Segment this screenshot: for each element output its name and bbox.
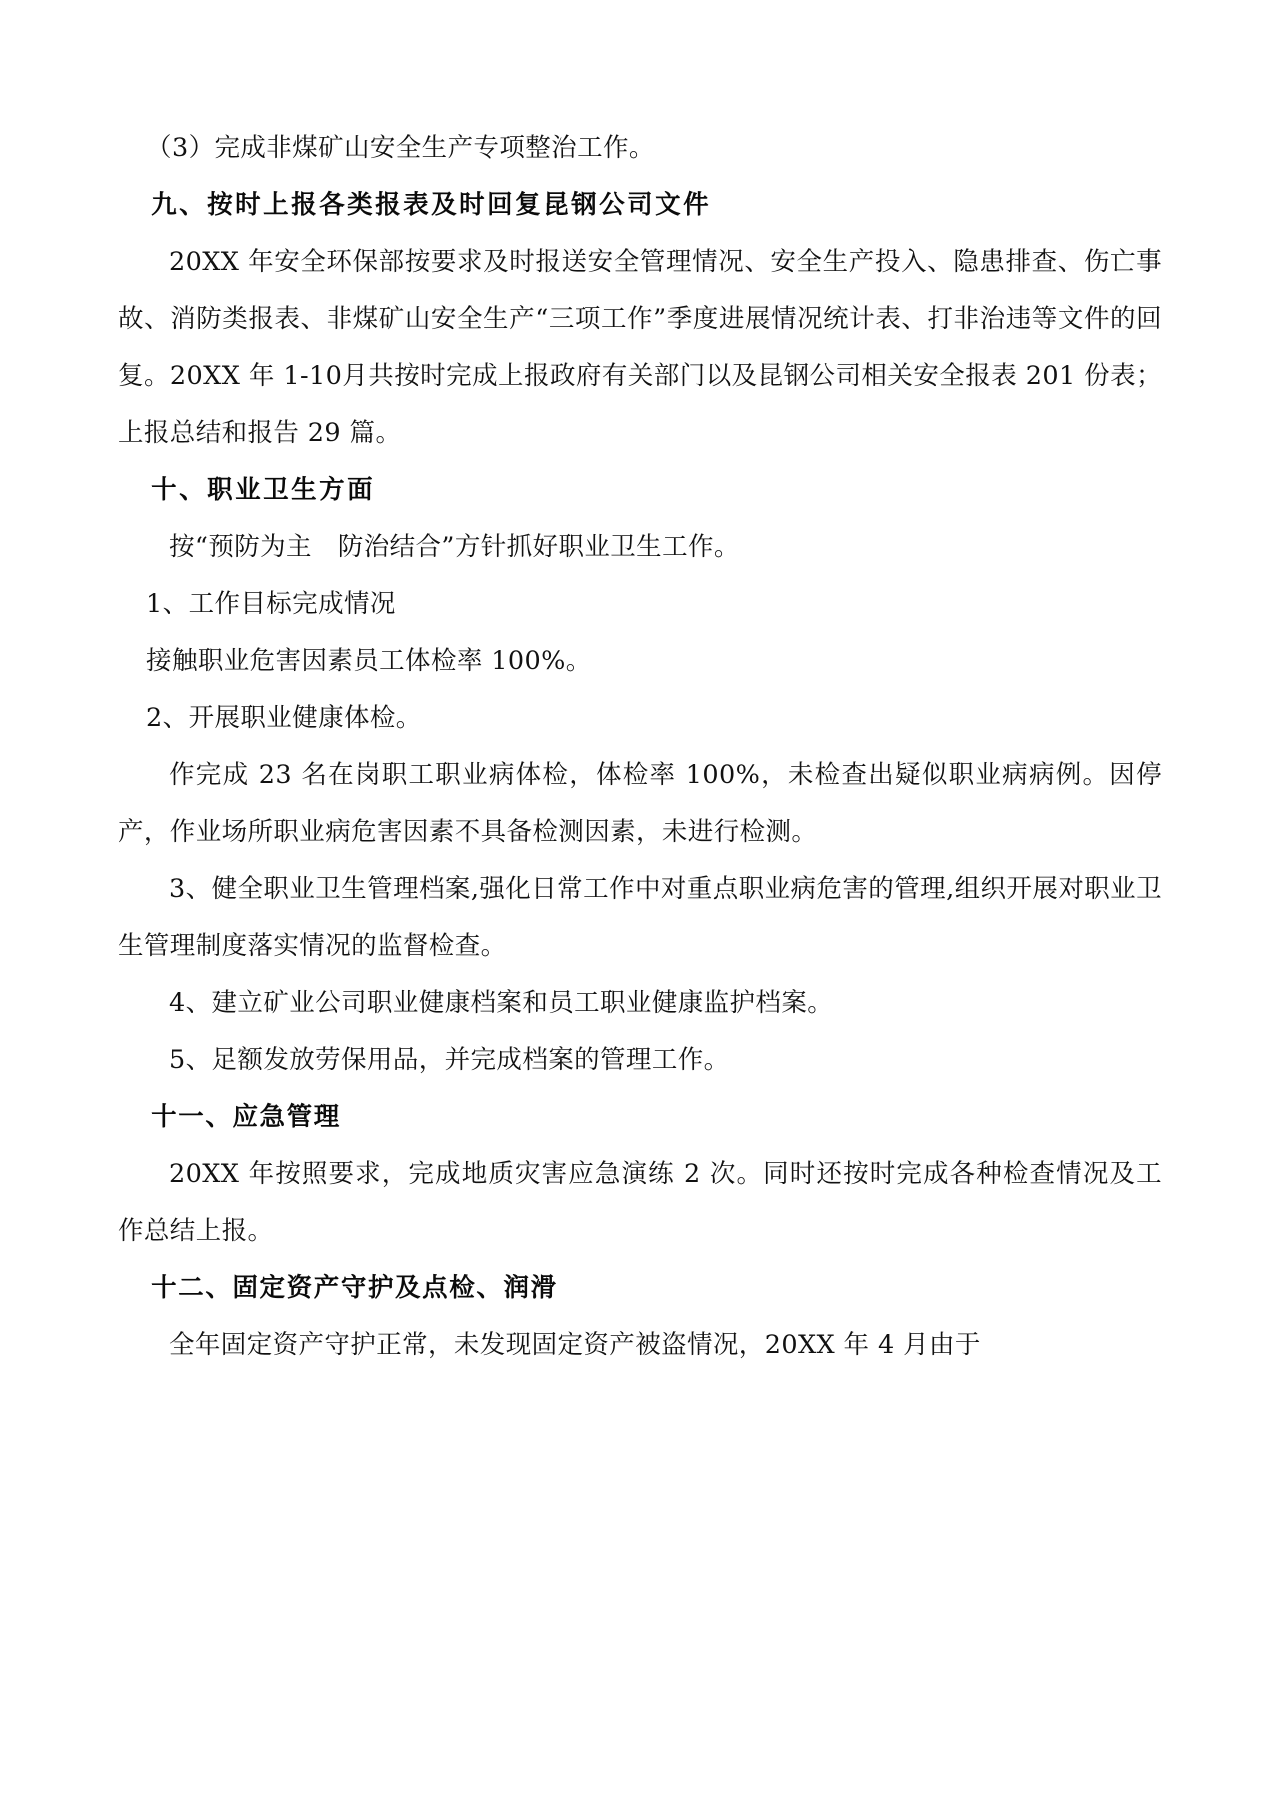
paragraph-ten-item-5: 5、足额发放劳保用品，并完成档案的管理工作。: [169, 1045, 730, 1075]
paragraph-section-ten-intro: 按“预防为主 防治结合”方针抓好职业卫生工作。: [169, 532, 740, 562]
paragraph-ten-item-2: 2、开展职业健康体检。: [146, 703, 422, 733]
paragraph-ten-item-1: 1、工作目标完成情况: [146, 589, 396, 619]
paragraph-ten-item-4: 4、建立矿业公司职业健康档案和员工职业健康监护档案。: [169, 988, 834, 1018]
paragraph-section-eleven-body: 20XX 年按照要求，完成地质灾害应急演练 2 次。同时还按时完成各种检查情况及工作总结上报。: [118, 1159, 1162, 1246]
document-body: [118, 120, 1162, 1374]
heading-section-twelve: 十二、固定资产守护及点检、润滑: [151, 1273, 558, 1303]
paragraph-section-twelve-body: 全年固定资产守护正常，未发现固定资产被盗情况，20XX 年 4 月由于: [169, 1330, 981, 1360]
heading-section-eleven: 十一、应急管理: [151, 1102, 341, 1132]
paragraph-item-3-nonmetal-mine: （3）完成非煤矿山安全生产专项整治工作。: [146, 133, 655, 163]
heading-section-nine: 九、按时上报各类报表及时回复昆钢公司文件: [151, 190, 712, 220]
paragraph-ten-item-3: 3、健全职业卫生管理档案,强化日常工作中对重点职业病危害的管理,组织开展对职业卫生管理制度落实情况的监督检查。: [118, 874, 1162, 961]
paragraph-section-nine-body: 20XX 年安全环保部按要求及时报送安全管理情况、安全生产投入、隐患排查、伤亡事故、消防类报表、非煤矿山安全生产“三项工作”季度进展情况统计表、打非治违等文件的回复。20XX 年 1-10月共按时完成上报政府有关部门以及昆钢公司相关安全报表 201 份表；上报总结和报告 29 篇。: [118, 247, 1162, 448]
paragraph-ten-item-2-body: 作完成 23 名在岗职工职业病体检，体检率 100%，未检查出疑似职业病病例。因停产，作业场所职业病危害因素不具备检测因素，未进行检测。: [118, 760, 1162, 847]
paragraph-ten-item-1-body: 接触职业危害因素员工体检率 100%。: [146, 646, 592, 676]
heading-section-ten: 十、职业卫生方面: [151, 475, 376, 505]
